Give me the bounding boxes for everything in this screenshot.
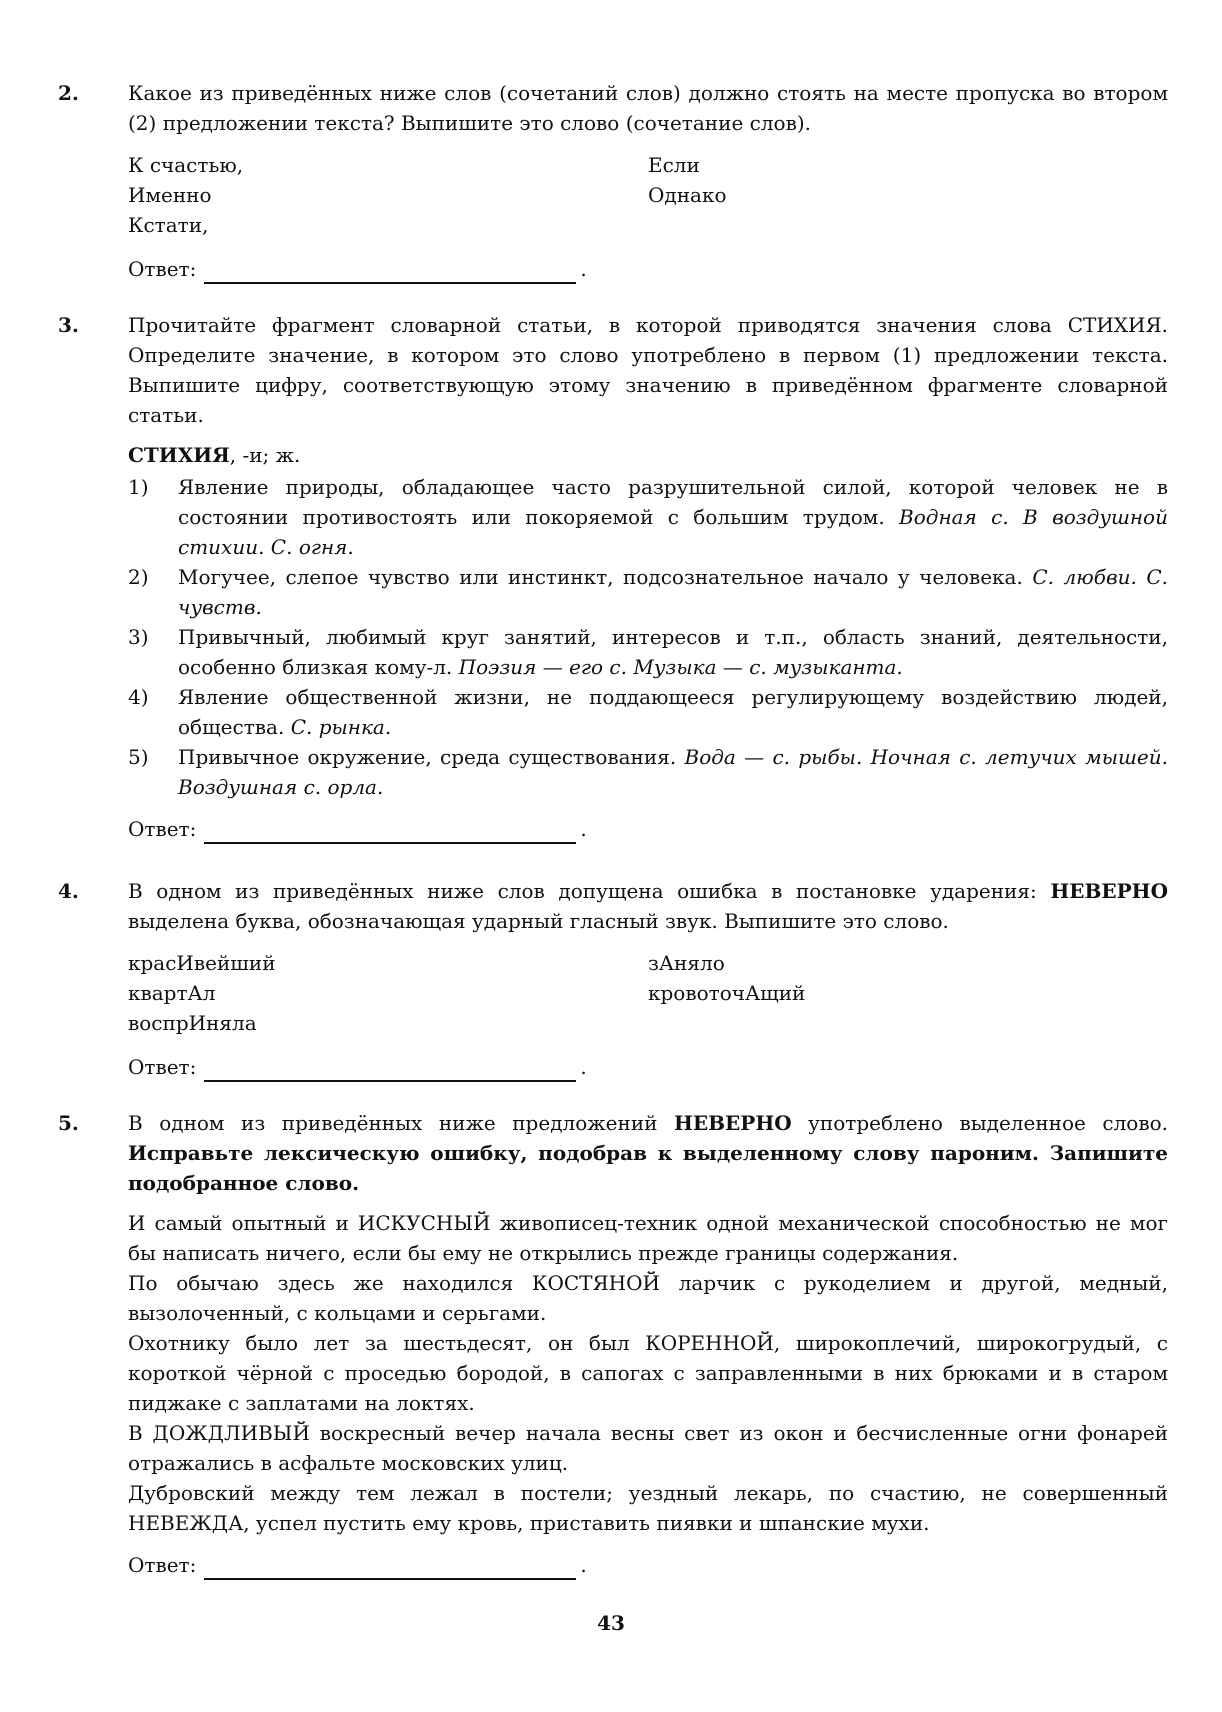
answer-label: Ответ: (128, 1553, 197, 1577)
task-question: В одном из приведённых ниже слов допущена ошибка в постановке ударения: НЕВЕРНО выделена буква, обозначающая ударный гласный звук. Выпишите это слово. (128, 879, 1168, 933)
option: Кстати, (128, 213, 209, 237)
task-number: 3. (58, 313, 79, 337)
meanings-list (128, 472, 1168, 802)
task-question: Прочитайте фрагмент словарной статьи, в которой приводятся значения слова СТИХИЯ. Определите значение, в котором это слово употреблено в первом (1) предложении текста. Выпишите цифру, соответствующую этому значению в приведённом фрагменте словарной статьи. (128, 313, 1168, 427)
sentences-list (128, 1208, 1168, 1538)
task-number: 2. (58, 81, 79, 105)
sentence: И самый опытный и ИСКУСНЫЙ живописец-техник одной механической способностью не мог бы написать ничего, если бы ему не открылись прежде границы содержания. (128, 1211, 1168, 1265)
meaning-item: 1) Явление природы, обладающее часто разрушительной силой, которой человек не в состоянии противостоять или покоряемой с большим трудом. Водная с. В воздушной стихии. С. огня. (128, 475, 1168, 559)
answer-label: Ответ: (128, 1055, 197, 1079)
headword: СТИХИЯ (128, 443, 230, 467)
meaning-item: 2) Могучее, слепое чувство или инстинкт, подсознательное начало у человека. С. любви. С. чувств. (128, 565, 1169, 619)
dictionary-entry (128, 440, 1168, 470)
option: квартАл (128, 981, 216, 1005)
option: зАняло (648, 951, 725, 975)
answer-row: Ответ: . (128, 1550, 1168, 1580)
meaning-item: 5) Привычное окружение, среда существования. Вода — с. рыбы. Ночная с. летучих мышей. Воздушная с. орла. (128, 745, 1169, 799)
sentence: Дубровский между тем лежал в постели; уездный лекарь, по счастию, не совершенный НЕВЕЖДА, успел пустить ему кровь, приставить пиявки и шпанские мухи. (128, 1481, 1168, 1535)
task-number: 5. (58, 1111, 79, 1135)
option: Если (648, 153, 700, 177)
answer-field[interactable] (204, 260, 576, 284)
option: Однако (648, 183, 727, 207)
sentence: По обычаю здесь же находился КОСТЯНОЙ ларчик с рукоделием и другой, медный, вызолоченный, с кольцами и серьгами. (128, 1271, 1168, 1325)
grammar-note: , -и; ж. (229, 443, 301, 467)
task-number: 4. (58, 879, 79, 903)
answer-field[interactable] (204, 1556, 576, 1580)
answer-row: Ответ: . (128, 814, 1168, 844)
word-options (128, 150, 1168, 242)
meaning-item: 4) Явление общественной жизни, не поддающееся регулирующему воздействию людей, общества. С. рынка. (128, 685, 1168, 739)
answer-field[interactable] (204, 1058, 576, 1082)
task-question: В одном из приведённых ниже предложений НЕВЕРНО употреблено выделенное слово. Исправьте лексическую ошибку, подобрав к выделенному слову пароним. Запишите подобранное слово. (128, 1111, 1168, 1195)
answer-label: Ответ: (128, 257, 197, 281)
task-question: Какое из приведённых ниже слов (сочетаний слов) должно стоять на месте пропуска во втором (2) предложении текста? Выпишите это слово (сочетание слов). (128, 81, 1168, 135)
sentence: В ДОЖДЛИВЫЙ воскресный вечер начала весны свет из окон и бесчисленные огни фонарей отражались в асфальте московских улиц. (128, 1421, 1168, 1475)
option: кровоточАщий (648, 981, 806, 1005)
answer-field[interactable] (204, 820, 576, 844)
option: Именно (128, 183, 212, 207)
option: воспрИняла (128, 1011, 257, 1035)
word-options (128, 948, 1168, 1040)
option: К счастью, (128, 153, 244, 177)
sentence: Охотнику было лет за шестьдесят, он был КОРЕННОЙ, широкоплечий, широкогрудый, с короткой чёрной с проседью бородой, в сапогах с заправленными в них брюками и в старом пиджаке с заплатами на локтях. (128, 1331, 1168, 1415)
answer-label: Ответ: (128, 817, 197, 841)
option: красИвейший (128, 951, 276, 975)
answer-row: Ответ: . (128, 254, 1168, 284)
meaning-item: 3) Привычный, любимый круг занятий, интересов и т.п., область знаний, деятельности, особенно близкая кому-л. Поэзия — его с. Музыка — с. музыканта. (128, 625, 1168, 679)
answer-row: Ответ: . (128, 1052, 1168, 1082)
page-number: 43 (597, 1611, 625, 1635)
